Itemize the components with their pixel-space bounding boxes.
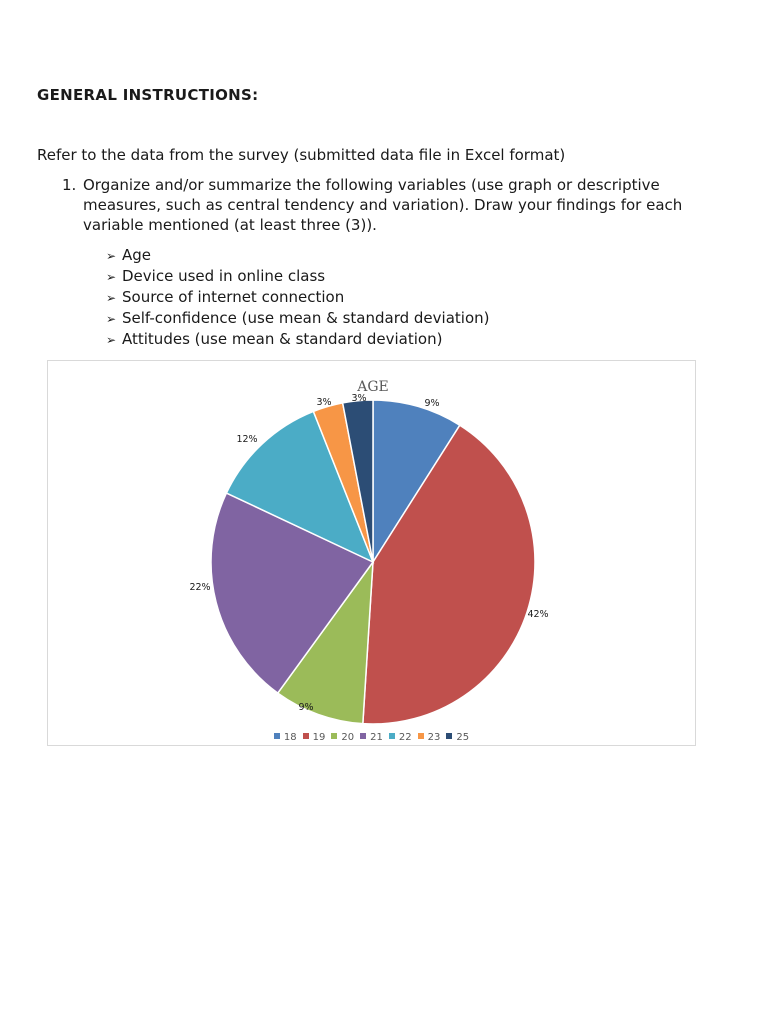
list-item-label: Device used in online class	[122, 267, 326, 285]
legend-item-19	[303, 732, 326, 743]
arrow-bullet-icon: ➢	[106, 312, 117, 326]
legend-swatch	[274, 733, 280, 739]
chart-legend	[48, 732, 695, 743]
list-item	[106, 266, 490, 287]
list-item-label: Self-confidence (use mean & standard deviation)	[122, 309, 490, 327]
legend-label: 19	[312, 732, 326, 743]
list-item-label: Attitudes (use mean & standard deviation)	[122, 330, 443, 348]
arrow-bullet-icon: ➢	[106, 249, 117, 263]
data-label-21: 22%	[189, 582, 211, 593]
data-label-18: 9%	[424, 398, 440, 409]
page-heading: GENERAL INSTRUCTIONS:	[37, 86, 259, 104]
legend-label: 20	[341, 732, 355, 743]
list-item-label: Age	[122, 246, 152, 264]
variable-list	[106, 245, 490, 350]
legend-label: 21	[370, 732, 383, 743]
data-label-23: 3%	[316, 397, 332, 408]
list-item-label: Source of internet connection	[122, 288, 345, 306]
legend-swatch	[331, 733, 337, 739]
legend-swatch	[389, 733, 395, 739]
arrow-bullet-icon: ➢	[106, 291, 117, 305]
pie-chart-svg	[48, 361, 697, 747]
legend-item-22	[389, 732, 412, 743]
arrow-bullet-icon: ➢	[106, 270, 117, 284]
intro-text: Refer to the data from the survey (submitted data file in Excel format)	[37, 146, 566, 164]
list-item	[106, 245, 490, 266]
legend-swatch	[418, 733, 424, 739]
legend-item-25	[446, 732, 469, 743]
data-label-22: 12%	[236, 434, 258, 445]
legend-item-20	[331, 732, 354, 743]
arrow-bullet-icon: ➢	[106, 333, 117, 347]
item-number: 1.	[62, 176, 77, 194]
list-item	[106, 329, 490, 350]
legend-label: 18	[283, 732, 297, 743]
data-label-19: 42%	[527, 609, 549, 620]
data-label-25: 3%	[351, 393, 367, 404]
legend-swatch	[303, 733, 309, 739]
age-pie-chart	[47, 360, 696, 746]
legend-item-18	[274, 732, 297, 743]
data-label-20: 9%	[298, 702, 314, 713]
legend-item-21	[360, 732, 383, 743]
legend-swatch	[446, 733, 452, 739]
legend-item-23	[418, 732, 441, 743]
list-item	[106, 287, 490, 308]
list-item	[106, 308, 490, 329]
legend-label: 25	[456, 732, 470, 743]
chart-title: AGE	[357, 379, 389, 395]
item-text: Organize and/or summarize the following variables (use graph or descriptive measures, such as central tendency and variation). Draw your findings for each variable mentioned (at least three (3)).	[83, 176, 683, 234]
legend-label: 23	[427, 732, 441, 743]
legend-swatch	[360, 733, 366, 739]
legend-label: 22	[398, 732, 412, 743]
instruction-item	[62, 175, 702, 235]
